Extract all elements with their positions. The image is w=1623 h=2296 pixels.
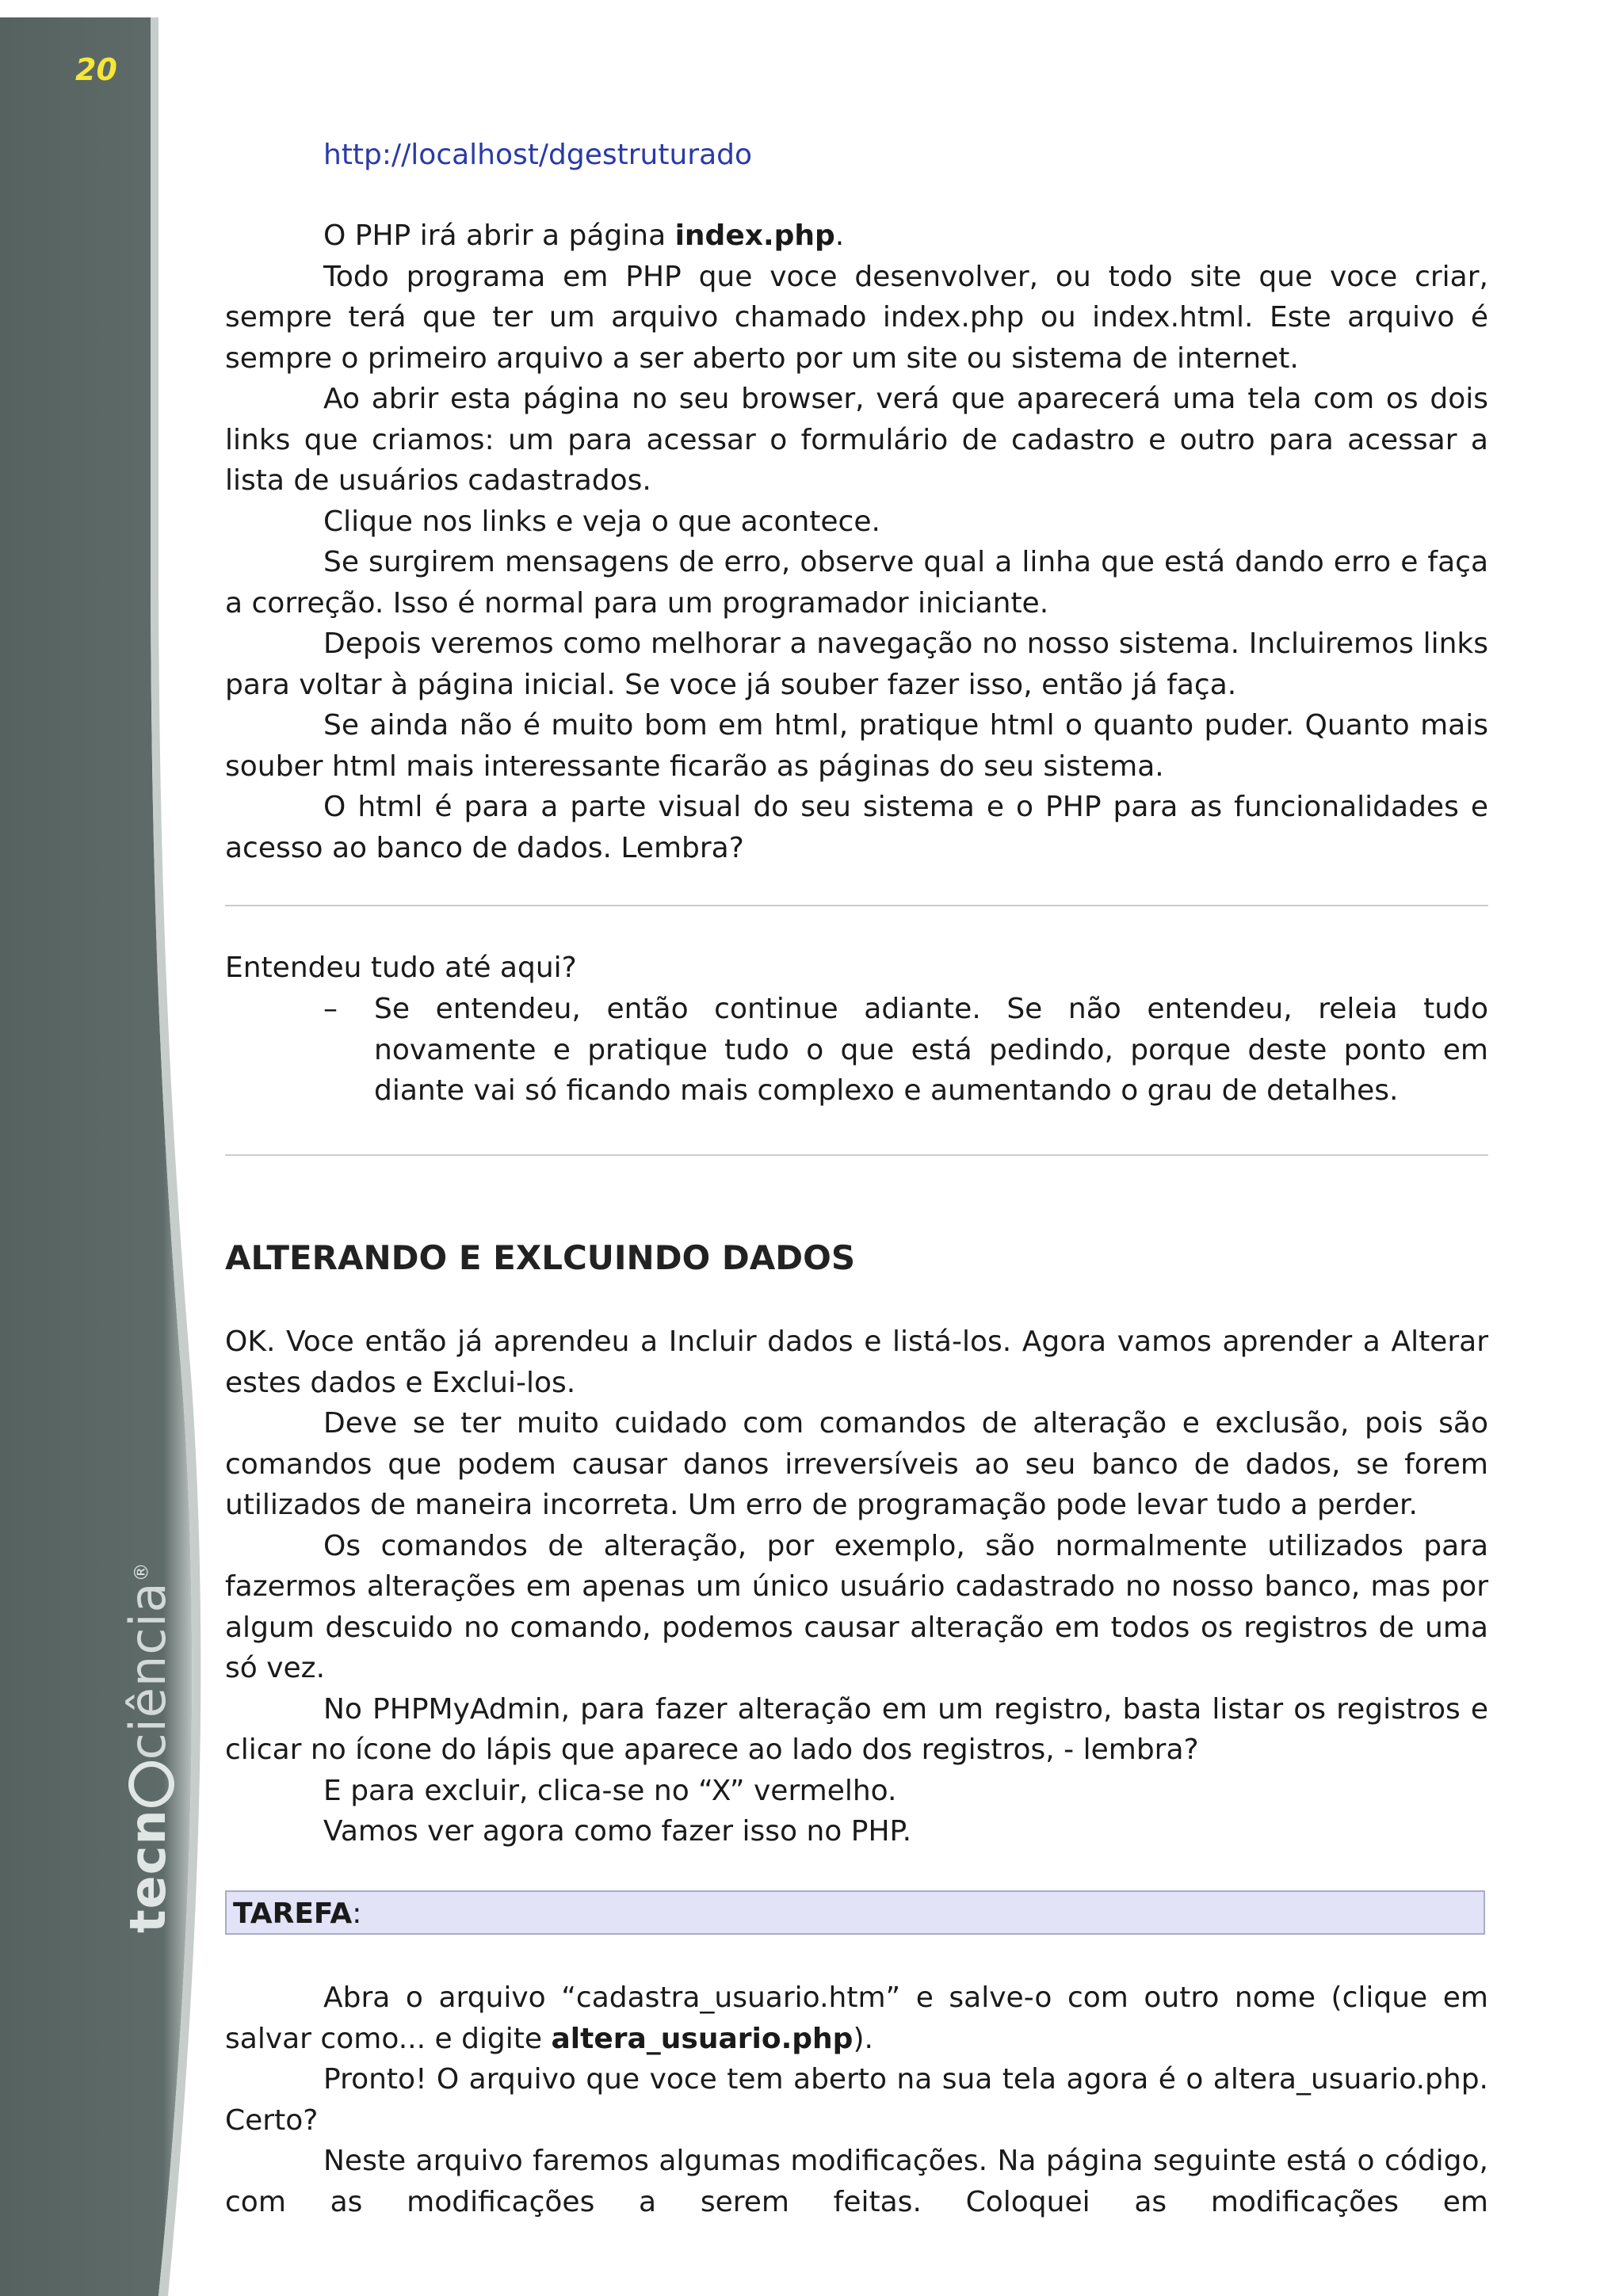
paragraph: Neste arquivo faremos algumas modificações. Na página seguinte está o código, com as modificações a serem feitas. Coloquei as modificações em [225,2145,1488,2218]
paragraph-task-file [225,1978,1488,2059]
divider [225,905,1488,906]
paragraph-text: Abra o arquivo “cadastra_usuario.htm” e salve-o com outro nome (clique em salvar como... e digite [225,1981,1488,2055]
paragraph: Todo programa em PHP que voce desenvolver, ou todo site que voce criar, sempre terá que ter um arquivo chamado index.php ou index.html. Este arquivo é sempre o primeiro arquivo a ser aberto por um site ou sistema de internet. [225,260,1488,375]
brand-o-swoosh-icon [128,1761,174,1807]
paragraph: O html é para a parte visual do seu sistema e o PHP para as funcionalidades e acesso ao banco de dados. Lembra? [225,791,1488,864]
paragraph: Os comandos de alteração, por exemplo, são normalmente utilizados para fazermos alterações em apenas um único usuário cadastrado no nosso banco, mas por algum descuido no comando, podemos causar alteração em todos os registros de uma só vez. [225,1529,1488,1684]
paragraph: Vamos ver agora como fazer isso no PHP. [323,1815,912,1848]
task-label: TAREFA [233,1897,353,1930]
paragraph: Ao abrir esta página no seu browser, verá que aparecerá uma tela com os dois links que criamos: um para acessar o formulário de cadastro e outro para acessar a lista de usuários cadastrados. [225,383,1488,497]
page-number: 20 [75,52,117,87]
task-colon: : [352,1897,362,1930]
paragraph: Deve se ter muito cuidado com comandos de alteração e exclusão, pois são comandos que podem causar danos irreversíveis ao seu banco de dados, se forem utilizados de maneira incorreta. Um erro de programação pode levar tudo a perder. [225,1407,1488,1521]
section-body [225,1322,1488,1852]
sidebar-band [0,0,206,2296]
task-body [225,1978,1488,2222]
paragraph: E para excluir, clica-se no “X” vermelho. [323,1774,897,1807]
task-box [225,1890,1485,1935]
paragraph-index-php [225,215,1488,257]
paragraph: Se ainda não é muito bom em html, pratique html o quanto puder. Quanto mais souber html mais interessante ficarão as páginas do seu sistema. [225,709,1488,783]
dash-bullet: – [323,993,338,1025]
paragraph-text: . [834,219,845,252]
divider [225,1154,1488,1156]
brand-part1: tecn [119,1809,177,1933]
paragraph: Pronto! O arquivo que voce tem aberto na sua tela agora é o altera_usuario.php. Certo? [225,2063,1488,2137]
bullet-item [225,989,1488,1112]
bold-filename: altera_usuario.php [551,2022,854,2055]
brand-logo [119,1562,177,1933]
brand-part2: ciência [119,1581,177,1760]
paragraph-text: ). [853,2022,873,2055]
paragraph: Se surgirem mensagens de erro, observe qual a linha que está dando erro e faça a correção. Isso é normal para um programador iniciante. [225,546,1488,620]
paragraph: Depois veremos como melhorar a navegação no nosso sistema. Incluiremos links para voltar à página inicial. Se voce já souber fazer isso, então já faça. [225,627,1488,701]
localhost-link[interactable]: http://localhost/dgestruturado [323,139,753,171]
paragraph: No PHPMyAdmin, para fazer alteração em um registro, basta listar os registros e clicar no ícone do lápis que aparece ao lado dos registros, - lembra? [225,1692,1488,1766]
section-heading: ALTERANDO E EXLCUINDO DADOS [225,1238,856,1277]
bullet-text: Se entendeu, então continue adiante. Se não entendeu, releia tudo novamente e pratique tudo o que está pedindo, porque deste ponto em diante vai só ficando mais complexo e aumentando o grau de detalhes. [374,993,1488,1107]
paragraph: Clique nos links e veja o que acontece. [323,505,880,538]
paragraph: OK. Voce então já aprendeu a Incluir dados e listá-los. Agora vamos aprender a Alterar estes dados e Exclui-los. [225,1325,1488,1399]
registered-mark: ® [130,1562,153,1582]
bold-filename: index.php [674,219,835,252]
question-line: Entendeu tudo até aqui? [225,952,577,984]
intro-section [225,215,1488,868]
paragraph-text: O PHP irá abrir a página [323,219,675,252]
sidebar-decoration [0,0,206,2296]
